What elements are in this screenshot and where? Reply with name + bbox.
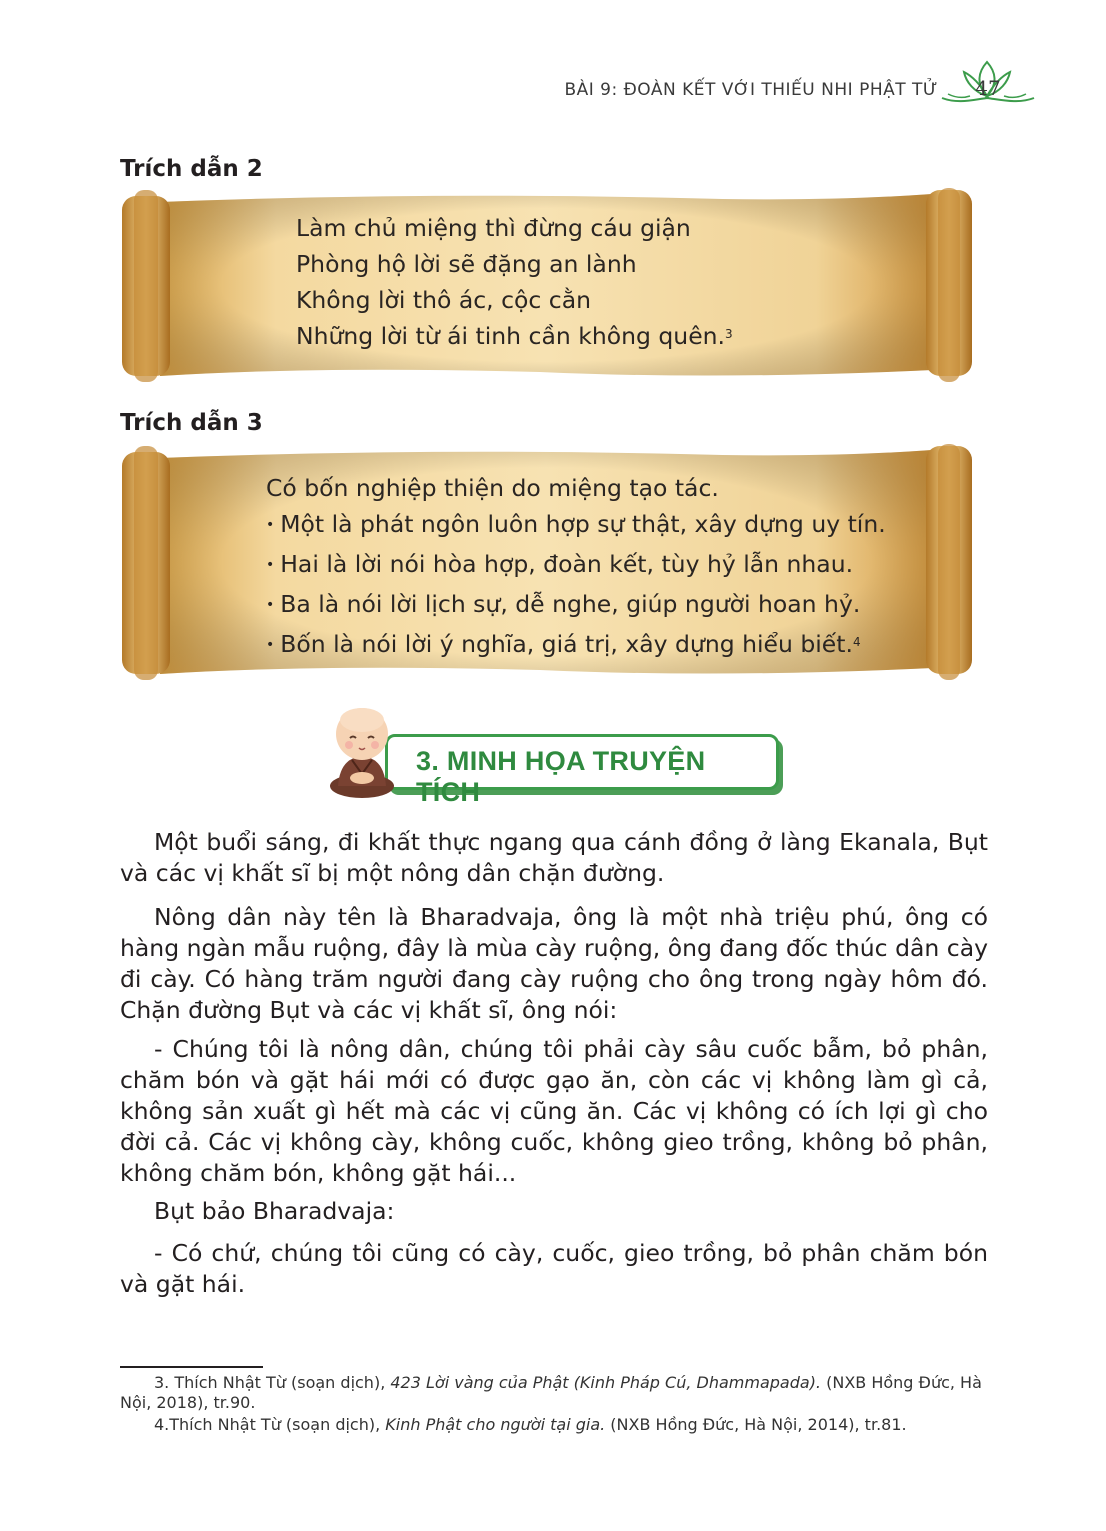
section-title: 3. MINH HỌA TRUYỆN TÍCH xyxy=(416,746,706,807)
story-paragraph: Bụt bảo Bharadvaja: xyxy=(154,1197,395,1225)
verse-line: Làm chủ miệng thì đừng cáu giận xyxy=(296,214,691,242)
story-paragraph: Một buổi sáng, đi khất thực ngang qua cánh đồng ở làng Ekanala, Bụt và các vị khất sĩ bị một nông dân chặn đường. xyxy=(120,828,988,887)
page-number: 47 xyxy=(975,76,1001,100)
list-item: • Hai là lời nói hòa hợp, đoàn kết, tùy hỷ lẫn nhau. xyxy=(266,550,854,578)
section-banner xyxy=(385,734,779,807)
quote-3-list xyxy=(266,470,886,666)
footnote-ref-4: 4 xyxy=(852,635,861,649)
list-item: • Một là phát ngôn luôn hợp sự thật, xây dựng uy tín. xyxy=(266,510,886,538)
bullet-icon: • xyxy=(266,597,275,613)
bullet-icon: • xyxy=(266,557,275,573)
verse-line: Không lời thô ác, cộc cằn xyxy=(296,286,591,314)
footnote-ref-3: 3 xyxy=(725,327,733,341)
list-item: • Ba là nói lời lịch sự, dễ nghe, giúp người hoan hỷ. xyxy=(266,590,861,618)
parchment-scroll-quote-3 xyxy=(120,442,976,682)
footnote-divider xyxy=(120,1366,263,1368)
list-item: • Bốn là nói lời ý nghĩa, giá trị, xây dựng hiểu biết.$^4$ xyxy=(266,630,861,658)
story-paragraph: - Chúng tôi là nông dân, chúng tôi phải cày sâu cuốc bẫm, bỏ phân, chăm bón và gặt hái mới có được gạo ăn, còn các vị không làm gì cả, không sản xuất gì hết mà các vị cũng ăn. Các vị không có ích lợi gì cho đời cả. Các vị không cày, không cuốc, không gieo trồng, không bỏ phân, không chăm bón, không gặt hái... xyxy=(120,1035,988,1187)
quote-3-heading: Trích dẫn 3 xyxy=(120,410,263,436)
bullet-icon: • xyxy=(266,637,275,653)
running-header-title: BÀI 9: ĐOÀN KẾT VỚI THIẾU NHI PHẬT TỬ xyxy=(564,80,938,100)
verse-line: Những lời từ ái tinh cần không quên.$^3$ xyxy=(296,322,733,350)
story-paragraph: - Có chứ, chúng tôi cũng có cày, cuốc, gieo trồng, bỏ phân chăm bón và gặt hái. xyxy=(120,1239,988,1298)
footnote-3: 3. Thích Nhật Từ (soạn dịch), 423 Lời vàng của Phật (Kinh Pháp Cú, Dhammapada). (NXB Hồng Đức, Hà Nội, 2018), tr.90. xyxy=(120,1373,982,1412)
footnote-4: 4.Thích Nhật Từ (soạn dịch), Kinh Phật cho người tại gia. (NXB Hồng Đức, Hà Nội, 2014), tr.81. xyxy=(154,1415,907,1434)
bullet-icon: • xyxy=(266,517,275,533)
story-paragraph: Nông dân này tên là Bharadvaja, ông là một nhà triệu phú, ông có hàng ngàn mẫu ruộng, đây là mùa cày ruộng, ông đang đốc thúc dân cày đi cày. Có hàng trăm người đang cày ruộng cho ông trong ngày hôm đó. Chặn đường Bụt và các vị khất sĩ, ông nói: xyxy=(120,903,988,1024)
quote-2-verse xyxy=(296,210,733,354)
monk-mascot-icon xyxy=(322,700,402,800)
quote-2-heading: Trích dẫn 2 xyxy=(120,156,263,182)
quote-3-intro: Có bốn nghiệp thiện do miệng tạo tác. xyxy=(266,474,719,502)
parchment-scroll-quote-2 xyxy=(120,188,976,384)
verse-line: Phòng hộ lời sẽ đặng an lành xyxy=(296,250,637,278)
